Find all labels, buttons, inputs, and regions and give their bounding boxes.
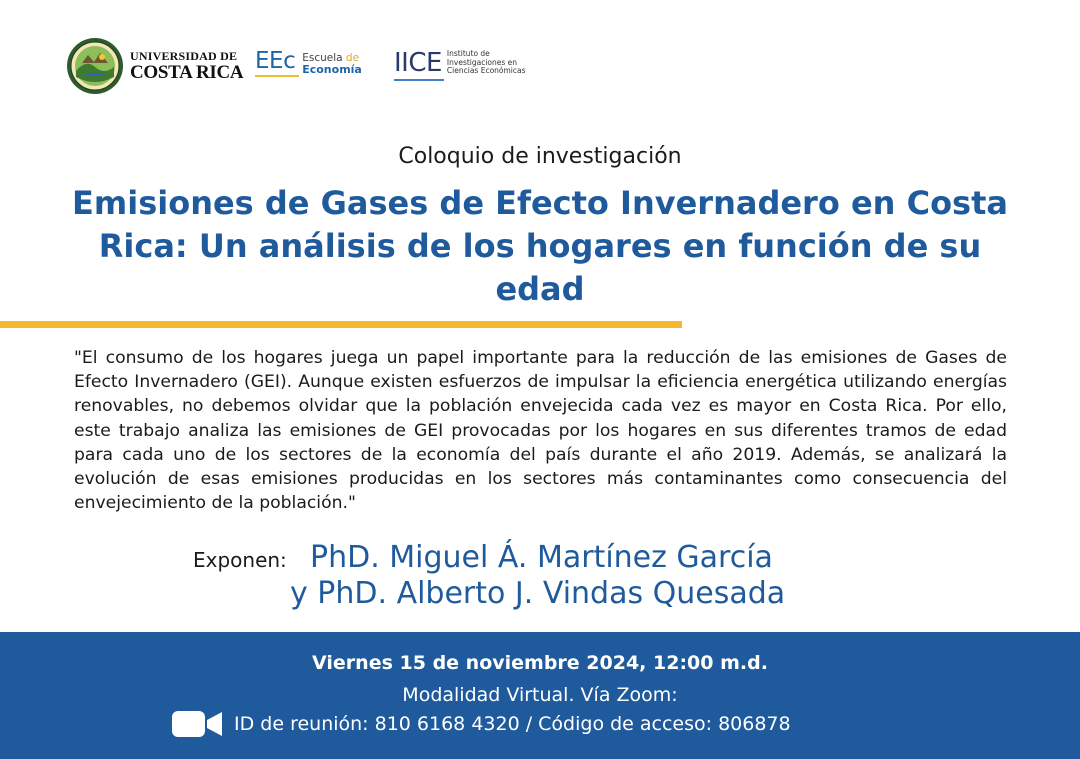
presenter-1: PhD. Miguel Á. Martínez García [310, 540, 773, 575]
event-title: Emisiones de Gases de Efecto Invernadero en Costa Rica: Un análisis de los hogares en función de su edad [72, 184, 1008, 308]
event-date: Viernes 15 de noviembre 2024, 12:00 m.d. [312, 652, 768, 674]
ucr-seal-icon [66, 37, 124, 95]
iice-line3: Ciencias Económicas [446, 66, 526, 76]
eec-line1-part1: Escuela [302, 52, 346, 64]
iice-underline [394, 79, 444, 81]
eec-logo [255, 50, 362, 77]
iice-mark: IICE [394, 48, 442, 78]
event-abstract: "El consumo de los hogares juega un papel importante para la reducción de las emisiones de Gases de Efecto Invernadero (GEI). Aunque existen esfuerzos de impulsar la eficiencia energética utilizando energías renovables, no debemos olvidar que la población envejecida cada vez es mayor en Costa Rica. Por ello, este trabajo analiza las emisiones de GEI provocadas por los hogares en sus diferentes tramos de edad para cada uno de los sectores de la economía del país durante el año 2019. Además, se analizará la evolución de esas emisiones producidas en los sectores más contaminantes como consecuencia del envejecimiento de la población." [74, 348, 1007, 514]
zoom-info [172, 710, 791, 738]
ucr-logo [66, 36, 243, 96]
iice-logo [394, 50, 526, 81]
iice-line1: Instituto de [446, 49, 490, 58]
ucr-wordmark [130, 50, 243, 82]
ucr-line1: UNIVERSIDAD DE [130, 49, 238, 63]
ucr-line2: COSTA RICA [130, 62, 244, 83]
eec-underline [255, 75, 299, 77]
event-kind: Coloquio de investigación [398, 144, 682, 169]
footer-banner [0, 632, 1080, 759]
presenters-label: Exponen: [193, 548, 287, 572]
iice-line2: Investigaciones en [446, 57, 518, 67]
eec-line2: Economía [302, 63, 362, 77]
eec-mark: EEc [255, 48, 296, 74]
meeting-credentials: ID de reunión: 810 6168 4320 / Código de acceso: 806878 [234, 713, 791, 735]
video-camera-icon [172, 710, 222, 738]
presenter-2: y PhD. Alberto J. Vindas Quesada [290, 576, 786, 611]
event-mode: Modalidad Virtual. Vía Zoom: [402, 684, 678, 706]
title-divider [0, 321, 682, 328]
eec-line1-part2: de [345, 52, 360, 64]
